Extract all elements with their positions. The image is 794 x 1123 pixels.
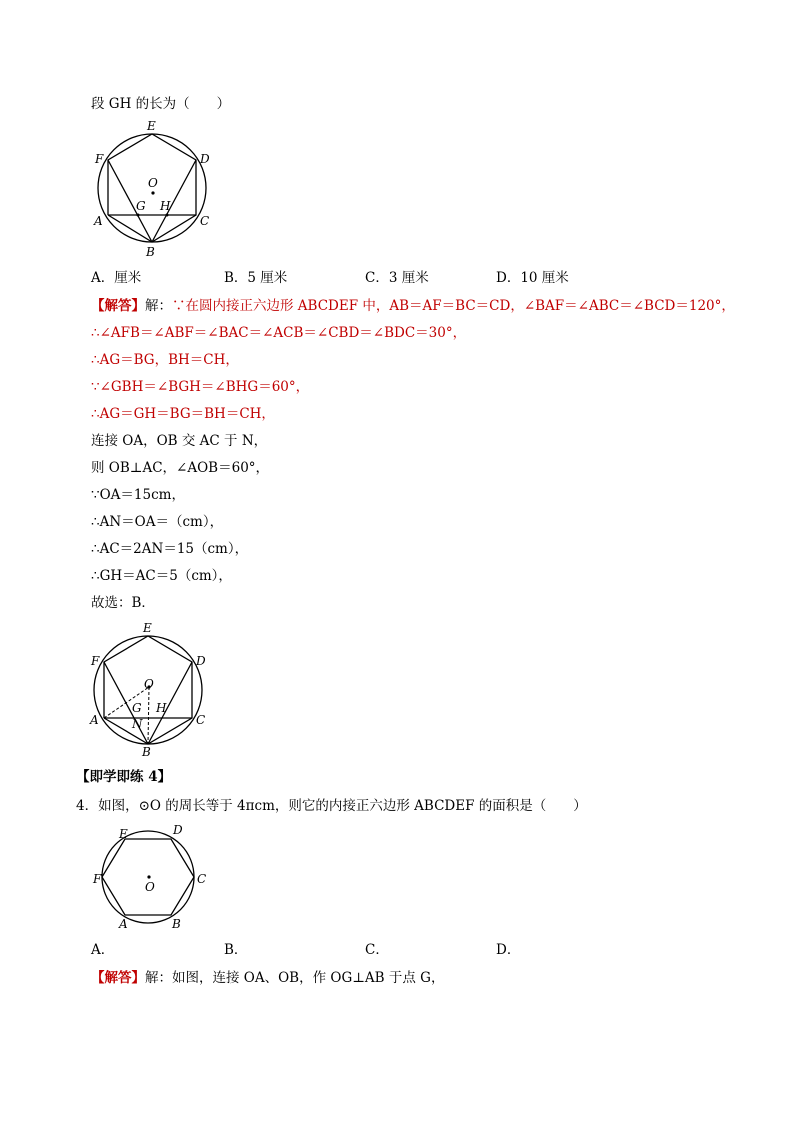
q4-label-b: B [172,917,181,931]
q4-option-b: B． [224,942,248,958]
fig2-label-e: E [143,621,152,635]
question-stem-tail: 段 GH 的长为（ ） [91,96,231,112]
q4-answer-text: 解：如图，连接 OA、OB，作 OG⊥AB 于点 G， [145,970,445,986]
fig2-label-a: A [90,713,99,727]
solution-line-11: 故选：B． [91,595,155,611]
q4-option-a: A． [91,942,115,958]
label-f: F [95,152,104,166]
section-title: 【即学即练 4】 [76,769,172,785]
option-c: C．3 厘米 [365,270,429,286]
fig2-label-n: N [132,717,143,731]
solution-line-3: ∵∠GBH＝∠BGH＝∠BHG＝60°， [91,379,310,395]
q4-label-d: D [173,823,183,837]
fig2-label-c: C [196,713,206,727]
solution-line-5: 连接 OA，OB 交 AC 于 N， [91,433,268,449]
solution-line-9: ∴AC＝2AN＝15（cm）， [91,541,249,557]
fig2-label-b: B [142,745,151,759]
label-e: E [147,119,156,133]
figure-hexagon-3 [92,820,222,935]
q4-label-a: A [119,917,128,931]
figure-hexagon-2 [88,620,218,760]
figure-hexagon-1 [90,118,220,268]
q4-option-c: C． [365,942,389,958]
answer-tag: 【解答】 [91,298,145,314]
solution-line-8: ∴AN＝OA＝（cm）， [91,514,224,530]
q4-option-d: D． [496,942,521,958]
solution-line-7: ∵OA＝15cm， [91,487,185,503]
label-b: B [146,245,155,259]
label-o: O [148,176,158,190]
q4-label-f: F [93,872,102,886]
solution-line-6: 则 OB⊥AC，∠AOB＝60°， [91,460,270,476]
label-h: H [160,199,171,213]
fig2-label-d: D [196,654,206,668]
label-d: D [200,152,210,166]
solution-line-1: ∴∠AFB＝∠ABF＝∠BAC＝∠ACB＝∠CBD＝∠BDC＝30°， [91,325,467,341]
label-a: A [94,214,103,228]
question4-stem: 4．如图，⊙O 的周长等于 4πcm，则它的内接正六边形 ABCDEF 的面积是（ ） [76,798,587,814]
line-db [152,160,196,242]
fig2-label-g: G [132,701,142,715]
option-d: D．10 厘米 [496,270,569,286]
q4-label-e: E [119,827,128,841]
q4-label-o: O [145,880,155,894]
option-b: B．5 厘米 [224,270,288,286]
option-a: A．厘米 [91,270,142,286]
fig2-label-h: H [156,701,167,715]
label-g: G [136,199,146,213]
q4-answer [91,968,444,988]
fig2-label-o: O [144,677,154,691]
solution-line-0 [91,296,735,316]
center-dot [151,191,154,194]
jie-label: 解： [145,298,172,314]
solution-line-10: ∴GH＝AC＝5（cm）， [91,568,232,584]
q4-label-c: C [197,872,207,886]
solution-line-2: ∴AG＝BG，BH＝CH， [91,352,239,368]
q4-answer-tag: 【解答】 [91,970,145,986]
solution-line-4: ∴AG＝GH＝BG＝BH＝CH， [91,406,275,422]
fig2-label-f: F [91,654,100,668]
label-c: C [200,214,210,228]
solution-text: ∵在圆内接正六边形 ABCDEF 中，AB＝AF＝BC＝CD，∠BAF＝∠ABC＝∠BCD＝120°， [172,298,735,314]
